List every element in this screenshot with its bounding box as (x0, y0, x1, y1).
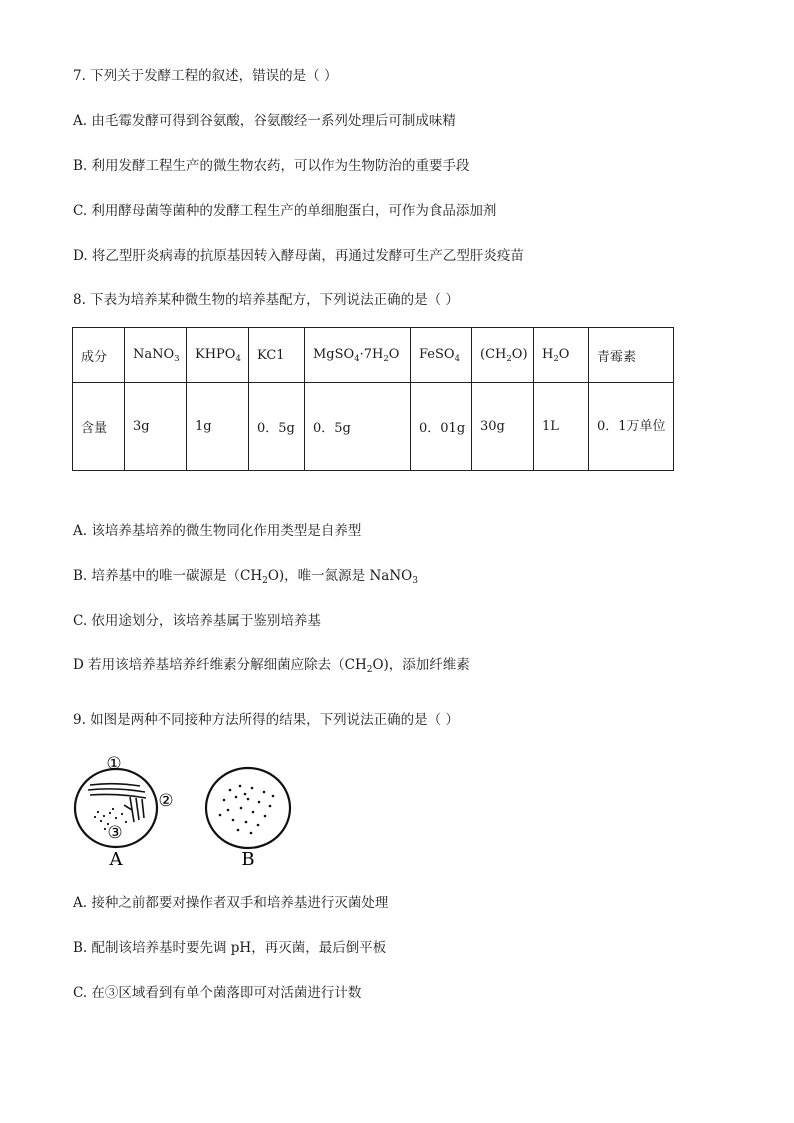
marker-1 (106, 754, 121, 774)
header-nano3: NaNO$_3$ (125, 328, 187, 383)
table-cell: 1g (187, 383, 249, 471)
medium-recipe-table (72, 327, 674, 471)
plate-label-a: A (109, 849, 123, 870)
header-feso4: FeSO$_4$ (411, 328, 472, 383)
svg-text:①: ① (106, 754, 122, 774)
q7-option-b: B. 利用发酵工程生产的微生物农药，可以作为生物防治的重要手段 (73, 158, 470, 174)
table-cell: 0．1万单位 (589, 383, 674, 471)
q9-option-a: A. 接种之前都要对操作者双手和培养基进行灭菌处理 (73, 895, 389, 911)
header-penicillin: 青霉素 (589, 328, 674, 383)
q7-stem: 7. 下列关于发酵工程的叙述，错误的是（ ） (73, 68, 338, 84)
svg-text:③: ③ (107, 823, 123, 843)
inoculation-figure (60, 750, 310, 875)
header-h2o: $H_2O$ (534, 328, 589, 383)
table-cell: 0．5g (249, 383, 305, 471)
table-cell: 3g (125, 383, 187, 471)
header-mgso4: $MgSO_4\cdot 7H_2O$ (305, 328, 411, 383)
marker-3 (107, 823, 122, 843)
q7-option-a: A. 由毛霉发酵可得到谷氨酸，谷氨酸经一系列处理后可制成味精 (73, 113, 456, 129)
q7-option-d: D. 将乙型肝炎病毒的抗原基因转入酵母菌，再通过发酵可生产乙型肝炎疫苗 (73, 248, 524, 264)
q9-option-c: C. 在③区域看到有单个菌落即可对活菌进行计数 (73, 985, 362, 1001)
table-cell: 0．5g (305, 383, 411, 471)
q8-stem: 8. 下表为培养某种微生物的培养基配方，下列说法正确的是（ ） (73, 292, 459, 308)
svg-text:②: ② (158, 791, 174, 811)
row-label-amount: 含量 (73, 383, 125, 471)
header-kcl: KC1 (249, 328, 305, 383)
header-khpo4: $KHPO_4$ (187, 328, 249, 383)
marker-2 (158, 791, 173, 811)
table-cell: 0．01g (411, 383, 472, 471)
plate-label-b: B (241, 849, 255, 870)
row-label-ingredient: 成分 (73, 328, 125, 383)
table-cell: 30g (472, 383, 534, 471)
q9-option-b: B. 配制该培养基时要先调 pH，再灭菌，最后倒平板 (73, 940, 387, 956)
table-row-amounts (73, 383, 674, 471)
q8-option-c: C. 依用途划分，该培养基属于鉴别培养基 (73, 613, 321, 629)
q8-option-b: B. 培养基中的唯一碳源是$(CH_2O)$，唯一氮源是 NaNO$_3$ (73, 568, 418, 586)
q8-option-d: D 若用该培养基培养纤维素分解细菌应除去$(CH_2O)$，添加纤维素 (73, 657, 470, 675)
q7-option-c: C. 利用酵母菌等菌种的发酵工程生产的单细胞蛋白，可作为食品添加剂 (73, 203, 497, 219)
table-row-ingredients (73, 328, 674, 383)
q9-stem: 9. 如图是两种不同接种方法所得的结果，下列说法正确的是（ ） (73, 712, 459, 728)
spread-plate-b (206, 768, 290, 848)
header-ch2o: $(CH_2O)$ (472, 328, 534, 383)
q8-option-a: A. 该培养基培养的微生物同化作用类型是自养型 (73, 523, 362, 539)
table-cell: 1L (534, 383, 589, 471)
